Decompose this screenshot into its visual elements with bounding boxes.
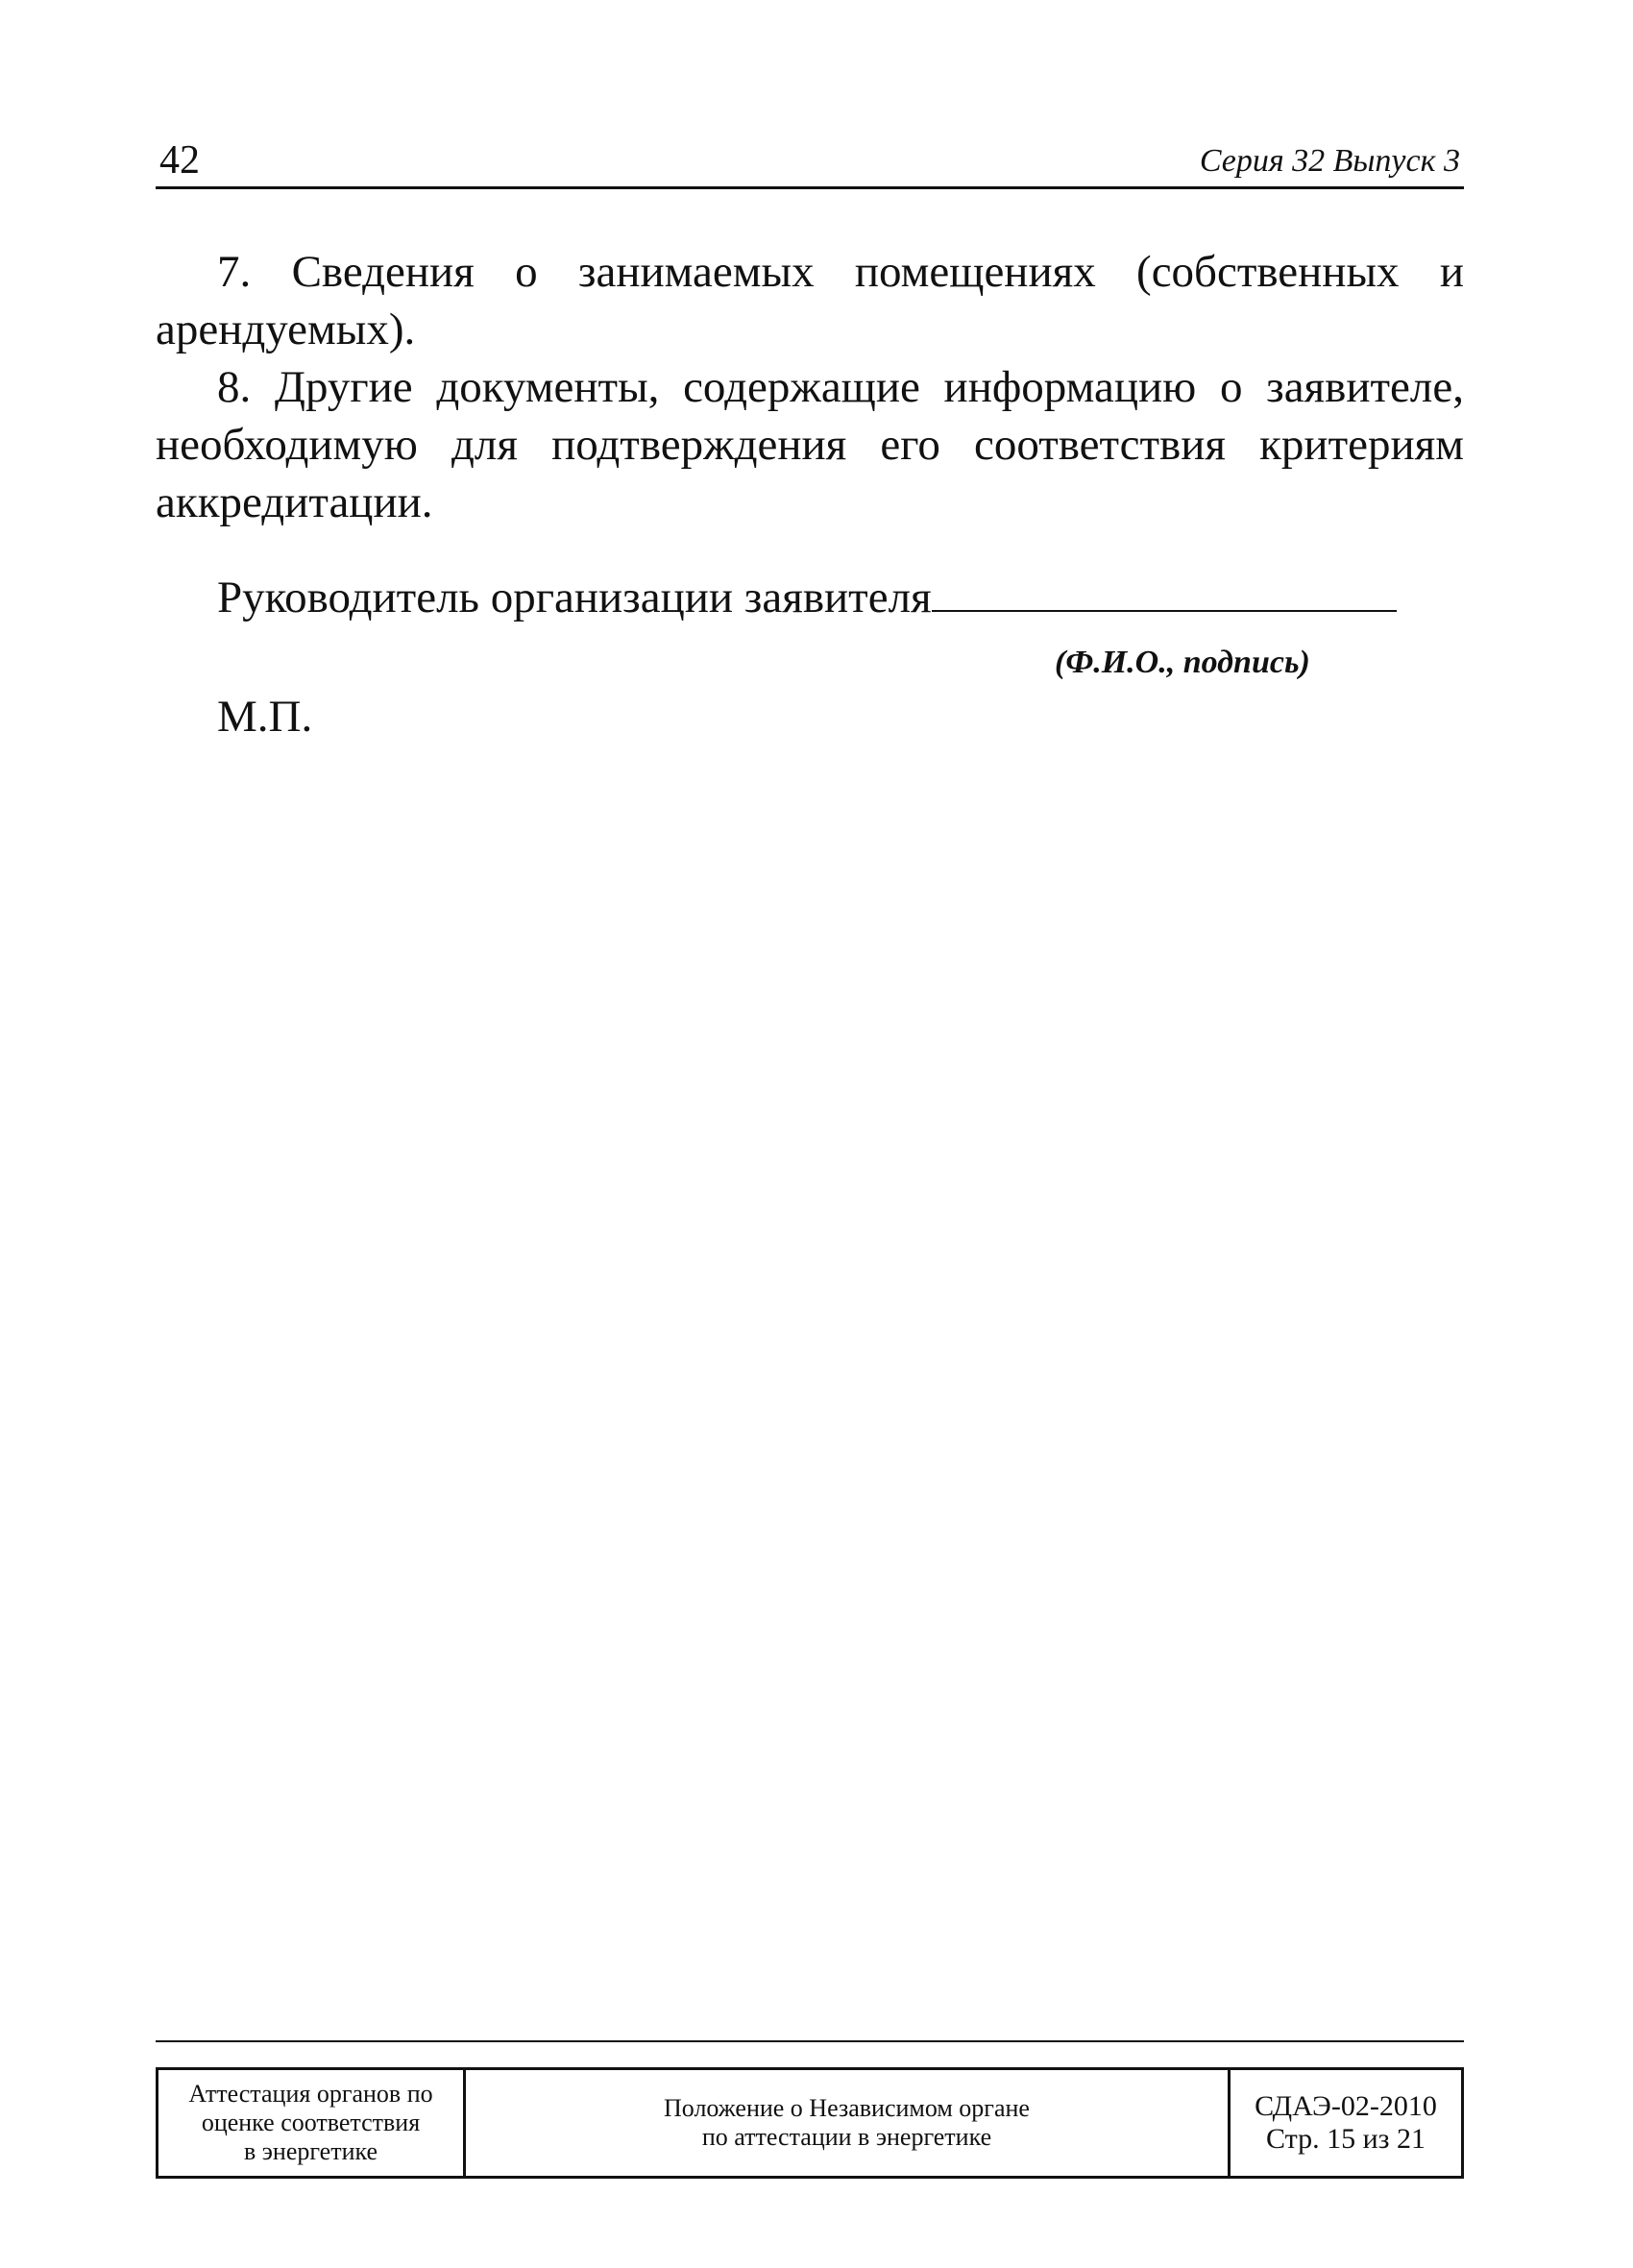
footer-cell-right — [1231, 2070, 1461, 2176]
footer-left-line: оценке соответствия — [201, 2109, 421, 2136]
footer-left-line: в энергетике — [243, 2137, 378, 2165]
document-body — [156, 243, 1464, 531]
signature-label: Руководитель организации заявителя — [217, 573, 932, 622]
footer-center-line: Положение о Независимом органе — [664, 2094, 1030, 2122]
stamp-label: М.П. — [217, 692, 313, 742]
footer-left-line: Аттестация органов по — [188, 2080, 433, 2108]
document-code: СДАЭ-02-2010 — [1255, 2090, 1437, 2122]
footer-rule — [156, 2040, 1464, 2042]
page-header — [156, 134, 1464, 189]
page-counter: Стр. 15 из 21 — [1266, 2123, 1426, 2155]
signature-blank — [932, 572, 1397, 612]
footer-center-line: по аттестации в энергетике — [701, 2123, 992, 2151]
footer-cell-left — [158, 2070, 466, 2176]
signature-line — [217, 569, 1397, 626]
page-number: 42 — [159, 138, 200, 183]
list-item-8: 8. Другие документы, содержащие информацию о заявителе, необходимую для подтверждения его соответствия критериям аккредитации. — [156, 362, 1464, 527]
footer-table — [156, 2067, 1464, 2179]
signature-note: (Ф.И.О., подпись) — [1055, 645, 1310, 680]
footer-cell-center — [466, 2070, 1231, 2176]
list-item-7: 7. Сведения о занимаемых помещениях (собственных и арендуемых). — [156, 247, 1464, 354]
series-title: Серия 32 Выпуск 3 — [1199, 143, 1460, 179]
